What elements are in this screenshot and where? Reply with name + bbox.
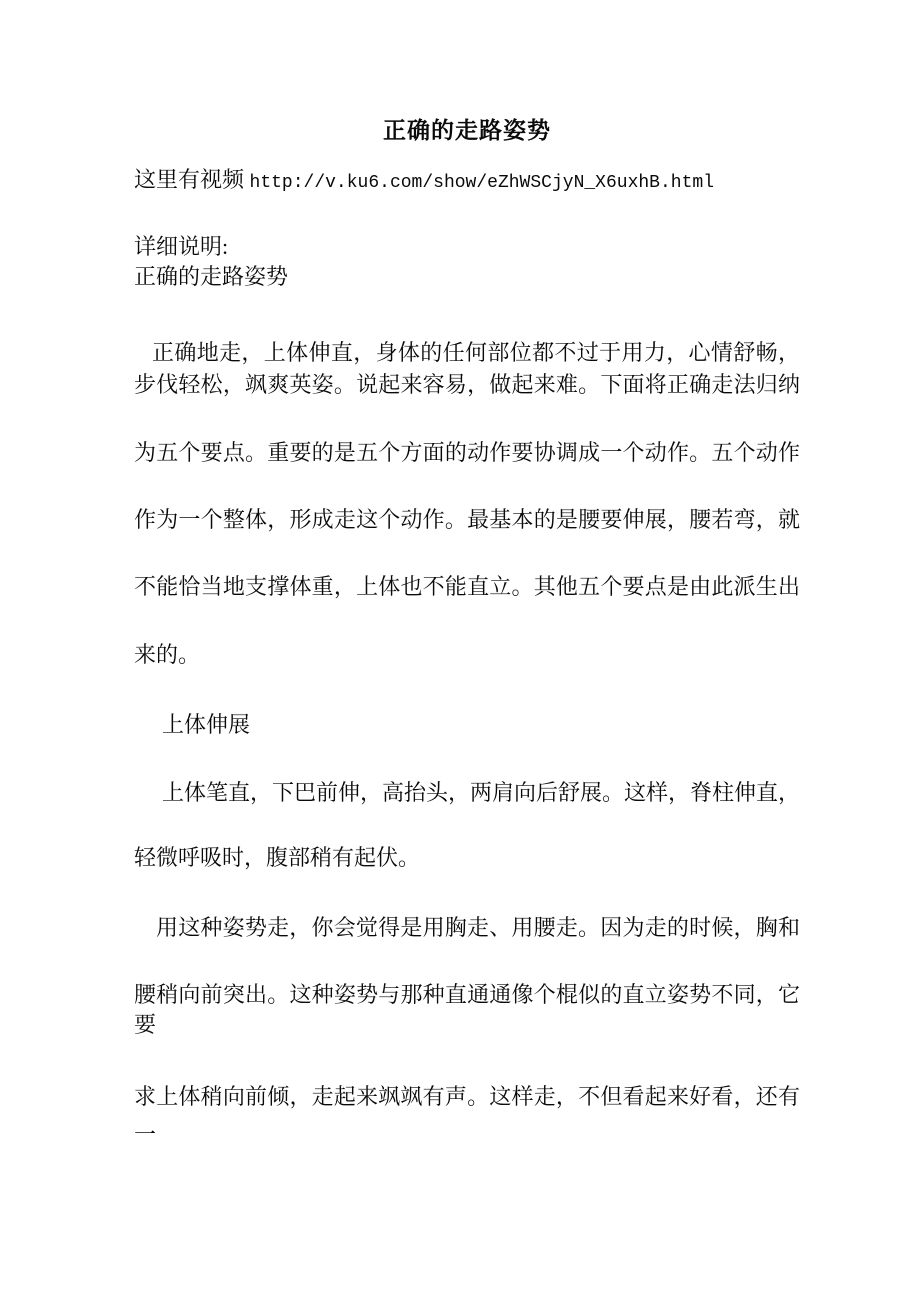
paragraph-line: 不能恰当地支撑体重，上体也不能直立。其他五个要点是由此派生出 bbox=[134, 574, 800, 599]
video-link-line bbox=[134, 163, 800, 200]
paragraph-line: 要 bbox=[134, 1012, 157, 1037]
subtitle-line: 正确的走路姿势 bbox=[134, 264, 289, 289]
paragraph-line: 正确地走，上体伸直，身体的任何部位都不过于用力，心情舒畅， bbox=[152, 340, 800, 365]
document-text-column bbox=[134, 0, 800, 1302]
paragraph-line: 步伐轻松，飒爽英姿。说起来容易，做起来难。下面将正确走法归纳 bbox=[134, 372, 800, 397]
document-title: 正确的走路姿势 bbox=[383, 118, 551, 143]
video-line-prefix: 这里有视频 bbox=[134, 167, 250, 192]
paragraph-line: 一 bbox=[134, 1122, 157, 1147]
video-url-link[interactable]: http://v.ku6.com/show/eZhWSCjyN_X6uxhB.html bbox=[249, 173, 714, 193]
paragraph-line: 求上体稍向前倾，走起来飒飒有声。这样走，不但看起来好看，还有 bbox=[134, 1084, 800, 1109]
paragraph-line: 为五个要点。重要的是五个方面的动作要协调成一个动作。五个动作 bbox=[134, 440, 800, 465]
paragraph-line: 作为一个整体，形成走这个动作。最基本的是腰要伸展，腰若弯，就 bbox=[134, 507, 800, 532]
section-heading-line: 上体伸展 bbox=[162, 712, 251, 737]
paragraph-line: 上体笔直，下巴前伸，高抬头，两肩向后舒展。这样，脊柱伸直， bbox=[162, 780, 801, 805]
paragraph-line: 轻微呼吸时，腹部稍有起伏。 bbox=[134, 845, 421, 870]
paragraph-line: 腰稍向前突出。这种姿势与那种直通通像个棍似的直立姿势不同，它 bbox=[134, 982, 800, 1007]
detail-label-line: 详细说明: bbox=[134, 234, 229, 259]
paragraph-line: 用这种姿势走，你会觉得是用胸走、用腰走。因为走的时候，胸和 bbox=[156, 915, 800, 940]
paragraph-line: 来的。 bbox=[134, 642, 201, 667]
